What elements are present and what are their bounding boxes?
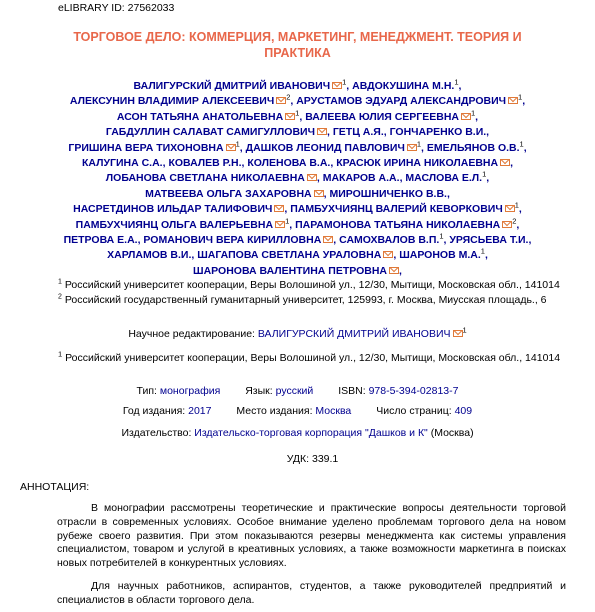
author-entry [106, 172, 317, 184]
authors-line: ШАРОНОВА ВАЛЕНТИНА ПЕТРОВНА , [193, 264, 402, 277]
author-entry [143, 234, 333, 246]
author-entry [323, 172, 400, 184]
email-icon[interactable] [275, 221, 285, 228]
author-entry [426, 139, 524, 154]
email-icon[interactable] [307, 174, 317, 181]
author-name-link[interactable]: САМОХВАЛОВ В.П. [339, 234, 440, 247]
email-icon[interactable] [500, 159, 510, 166]
isbn-value: 978-5-394-02813-7 [368, 385, 459, 397]
author-entry [245, 139, 422, 154]
affiliation-sup: 1 [519, 139, 524, 149]
author-entry [73, 203, 284, 215]
author-name-link[interactable]: ВАЛЕЕВА ЮЛИЯ СЕРГЕЕВНА [305, 110, 459, 123]
author-name-link[interactable]: ГАБДУЛЛИН САЛАВАТ САМИГУЛЛОВИЧ [105, 126, 315, 139]
affiliation-sup: 1 [454, 77, 459, 87]
author-entry [390, 126, 487, 138]
author-entry [168, 157, 241, 169]
abstract-paragraph-2: Для научных работников, аспирантов, студентов, а также руководителей предприятий и специалистов в области торгового дела. [57, 579, 566, 606]
abstract-paragraph-1: В монографии рассмотрены теоретические и практические вопросы деятельности торговой отрасли в современных условиях. Особое внимание уделено проблемам торгового дела на новом рубеже своего развития. При этом показываются резервы менеджмента как системы управления специалистом, товаром и услугой в креативных условиях, а также возможности маркетинга в поисках новых потребителей в конкурентных условиях. [57, 502, 566, 570]
authors-list [0, 79, 595, 279]
author-name-link[interactable]: МИРОШНИЧЕНКО В.В. [329, 187, 447, 200]
email-icon[interactable] [389, 267, 399, 274]
authors-line: АЛЕКСУНИН ВЛАДИМИР АЛЕКСЕЕВИЧ $^2$, АРУСТАМОВ ЭДУАРД АЛЕКСАНДРОВИЧ $^1$, [69, 92, 526, 108]
author-name-link[interactable]: АСОН ТАТЬЯНА АНАТОЛЬЕВНА [116, 110, 284, 123]
email-icon[interactable] [317, 128, 327, 135]
email-icon[interactable] [332, 82, 342, 89]
editor-affiliation: $^1$ Российский университет кооперации, Веры Волошиной ул., 12/30, Мытищи, Московская обл., 141014 [58, 349, 561, 364]
author-name-link[interactable]: ШАРОНОВ М.А. [399, 249, 481, 262]
author-name-link[interactable]: КРАСЮК ИРИНА НИКОЛАЕВНА [336, 157, 499, 170]
authors-line: КАЛУГИНА С.А., КОВАЛЕВ Р.Н., КОЛЕНОВА В.А., КРАСЮК ИРИНА НИКОЛАЕВНА , [81, 157, 513, 170]
email-icon[interactable] [461, 113, 471, 120]
author-entry [336, 157, 510, 169]
author-name-link[interactable]: КОЛЕНОВА В.А. [247, 157, 331, 170]
authors-line: ХАРЛАМОВ В.И., ШАГАПОВА СВЕТЛАНА УРАЛОВНА , ШАРОНОВ М.А.$^1$, [107, 246, 488, 262]
abstract [57, 502, 566, 608]
author-entry [329, 188, 446, 200]
authors-line: ГАБДУЛЛИН САЛАВАТ САМИГУЛЛОВИЧ , ГЕТЦ А.Я., ГОНЧАРЕНКО В.И., [105, 126, 490, 139]
author-entry [75, 216, 290, 231]
author-name-link[interactable]: КАЛУГИНА С.А. [81, 157, 163, 170]
author-entry [296, 92, 523, 108]
affiliation-sup: 1 [416, 139, 422, 149]
author-name-link[interactable]: ШАГАПОВА СВЕТЛАНА УРАЛОВНА [197, 249, 382, 262]
email-icon[interactable] [285, 113, 295, 120]
meta-row-udk: УДК: 339.1 [286, 453, 339, 465]
language-link[interactable]: русский [275, 385, 314, 397]
author-name-link[interactable]: АЛЕКСУНИН ВЛАДИМИР АЛЕКСЕЕВИЧ [69, 95, 275, 108]
authors-line: ГРИШИНА ВЕРА ТИХОНОВНА $^1$, ДАШКОВ ЛЕОНИД ПАВЛОВИЧ $^1$, ЕМЕЛЬЯНОВ О.В.$^1$, [68, 139, 527, 154]
meta-row-publisher: Издательство: Издательско-торговая корпорация "Дашков и К" (Москва) [121, 427, 474, 439]
email-icon[interactable] [323, 236, 333, 243]
author-entry [399, 246, 485, 262]
author-name-link[interactable]: ГЕТЦ А.Я. [332, 126, 384, 139]
affiliation-sup: 1 [480, 246, 485, 256]
authors-line: ПАМБУХЧИЯНЦ ОЛЬГА ВАЛЕРЬЕВНА $^1$, ПАРАМОНОВА ТАТЬЯНА НИКОЛАЕВНА $^2$, [75, 216, 520, 231]
publisher-link[interactable]: Издательско-торговая корпорация "Дашков и К" [194, 427, 428, 439]
elibrary-id: eLIBRARY ID: 27562033 [58, 2, 175, 14]
authors-line: ЛОБАНОВА СВЕТЛАНА НИКОЛАЕВНА , МАКАРОВ А.А., МАСЛОВА Е.Л.$^1$, [105, 169, 490, 185]
author-entry [145, 188, 324, 200]
author-name-link[interactable]: ПАМБУХЧИЯНЦ ВАЛЕРИЙ КЕВОРКОВИЧ [290, 203, 503, 216]
author-entry [333, 126, 384, 138]
email-icon[interactable] [314, 190, 324, 197]
author-entry [133, 77, 347, 92]
author-entry [64, 234, 138, 246]
email-icon[interactable] [508, 97, 518, 104]
author-name-link[interactable]: ПАМБУХЧИЯНЦ ОЛЬГА ВАЛЕРЬЕВНА [75, 218, 274, 231]
affiliation-sup: 2 [286, 92, 291, 102]
author-name-link[interactable]: КОВАЛЕВ Р.Н. [168, 157, 242, 170]
author-entry [106, 126, 327, 138]
author-entry [305, 108, 476, 123]
author-entry [68, 139, 240, 154]
scientific-editor: Научное редактирование: ВАЛИГУРСКИЙ ДМИТРИЙ ИВАНОВИЧ $^1$ [128, 325, 467, 340]
author-entry [352, 77, 459, 92]
type-link[interactable]: монография [159, 385, 221, 397]
publication-title [0, 29, 595, 61]
author-name-link[interactable]: ГРИШИНА ВЕРА ТИХОНОВНА [68, 141, 224, 154]
author-name-link[interactable]: МАСЛОВА Е.Л. [405, 172, 483, 185]
author-name-link[interactable]: АВДОКУШИНА М.Н. [352, 80, 455, 92]
editor-label: Научное редактирование: [128, 328, 255, 340]
affiliation-sup: 1 [285, 216, 290, 226]
author-name-link[interactable]: ПАРАМОНОВА ТАТЬЯНА НИКОЛАЕВНА [295, 218, 501, 231]
author-entry [69, 92, 291, 108]
author-entry [193, 265, 399, 277]
authors-line: АСОН ТАТЬЯНА АНАТОЛЬЕВНА $^1$, ВАЛЕЕВА ЮЛИЯ СЕРГЕЕВНА $^1$, [116, 108, 479, 123]
affiliation-sup: 2 [512, 216, 517, 226]
author-name-link[interactable]: ДАШКОВ ЛЕОНИД ПАВЛОВИЧ [245, 141, 405, 154]
title-line-2: ПРАКТИКА [264, 46, 331, 60]
meta-row-1: Тип: монография Язык: русский ISBN: 978-5-394-02813-7 [136, 385, 459, 397]
affiliations [58, 278, 560, 308]
author-name-link[interactable]: ЕМЕЛЬЯНОВ О.В. [426, 141, 520, 154]
author-name-link[interactable]: МАТВЕЕВА ОЛЬГА ЗАХАРОВНА [145, 187, 312, 200]
email-icon[interactable] [453, 330, 463, 337]
author-entry [449, 234, 528, 246]
author-name-link[interactable]: АРУСТАМОВ ЭДУАРД АЛЕКСАНДРОВИЧ [296, 95, 507, 108]
email-icon[interactable] [502, 221, 512, 228]
affiliation-1: $^1$ Российский университет кооперации, Веры Волошиной ул., 12/30, Мытищи, Московская обл., 141014 [58, 278, 560, 291]
affiliation-2: $^2$ Российский государственный гуманитарный университет, 125993, г. Москва, Миусская площадь., 6 [58, 293, 547, 306]
author-name-link[interactable]: ХАРЛАМОВ В.И. [107, 249, 192, 262]
annotation-label: АННОТАЦИЯ: [20, 481, 90, 493]
author-entry [107, 249, 191, 261]
author-entry [339, 231, 444, 247]
authors-line: ПЕТРОВА Е.А., РОМАНОВИЧ ВЕРА КИРИЛЛОВНА , САМОХВАЛОВ В.П.$^1$, УРЯСЬЕВА Т.И., [63, 231, 532, 247]
authors-line: НАСРЕТДИНОВ ИЛЬДАР ТАЛИФОВИЧ , ПАМБУХЧИЯНЦ ВАЛЕРИЙ КЕВОРКОВИЧ $^1$, [73, 200, 522, 216]
pages-value: 409 [454, 405, 473, 417]
affiliation-sup: 1 [514, 200, 519, 210]
meta-row-2: Год издания: 2017 Место издания: Москва Число страниц: 409 [122, 405, 473, 417]
place-link[interactable]: Москва [315, 405, 352, 417]
affiliation-sup: 1 [342, 77, 347, 87]
affiliation-sup: 1 [235, 139, 240, 149]
author-entry [82, 157, 163, 169]
author-name-link[interactable]: РОМАНОВИЧ ВЕРА КИРИЛЛОВНА [143, 234, 322, 247]
author-entry [197, 249, 393, 261]
year-link[interactable]: 2017 [188, 405, 212, 417]
author-name-link[interactable]: ШАРОНОВА ВАЛЕНТИНА ПЕТРОВНА [193, 264, 388, 277]
affiliation-sup: 1 [518, 92, 523, 102]
author-name-link[interactable]: ГОНЧАРЕНКО В.И. [389, 126, 487, 139]
author-entry [247, 157, 330, 169]
author-name-link[interactable]: НАСРЕТДИНОВ ИЛЬДАР ТАЛИФОВИЧ [73, 203, 273, 216]
authors-line: ВАЛИГУРСКИЙ ДМИТРИЙ ИВАНОВИЧ $^1$, АВДОКУШИНА М.Н.$^1$, [133, 77, 462, 92]
email-icon[interactable] [276, 97, 286, 104]
author-name-link[interactable]: УРЯСЬЕВА Т.И. [449, 234, 529, 247]
title-line-1: ТОРГОВОЕ ДЕЛО: КОММЕРЦИЯ, МАРКЕТИНГ, МЕНЕДЖМЕНТ. ТЕОРИЯ И [73, 30, 522, 44]
author-name-link[interactable]: ПЕТРОВА Е.А. [63, 234, 138, 247]
email-icon[interactable] [274, 205, 284, 212]
affiliation-sup: 1 [439, 231, 444, 241]
author-entry [405, 169, 487, 185]
affiliation-sup: 1 [482, 169, 487, 179]
author-name-link[interactable]: ВАЛИГУРСКИЙ ДМИТРИЙ ИВАНОВИЧ [133, 80, 331, 92]
email-icon[interactable] [383, 251, 393, 258]
authors-line: МАТВЕЕВА ОЛЬГА ЗАХАРОВНА , МИРОШНИЧЕНКО В.В., [145, 187, 450, 200]
author-name-link[interactable]: МАКАРОВ А.А. [322, 172, 400, 185]
author-name-link[interactable]: ЛОБАНОВА СВЕТЛАНА НИКОЛАЕВНА [105, 172, 305, 185]
affiliation-sup: 1 [295, 108, 300, 118]
email-icon[interactable] [407, 144, 417, 151]
affiliation-sup: 1 [471, 108, 476, 118]
email-icon[interactable] [226, 144, 236, 151]
author-entry [295, 216, 517, 231]
email-icon[interactable] [505, 205, 515, 212]
udk-value: 339.1 [311, 453, 339, 465]
editor-name-link[interactable]: ВАЛИГУРСКИЙ ДМИТРИЙ ИВАНОВИЧ [257, 328, 451, 340]
